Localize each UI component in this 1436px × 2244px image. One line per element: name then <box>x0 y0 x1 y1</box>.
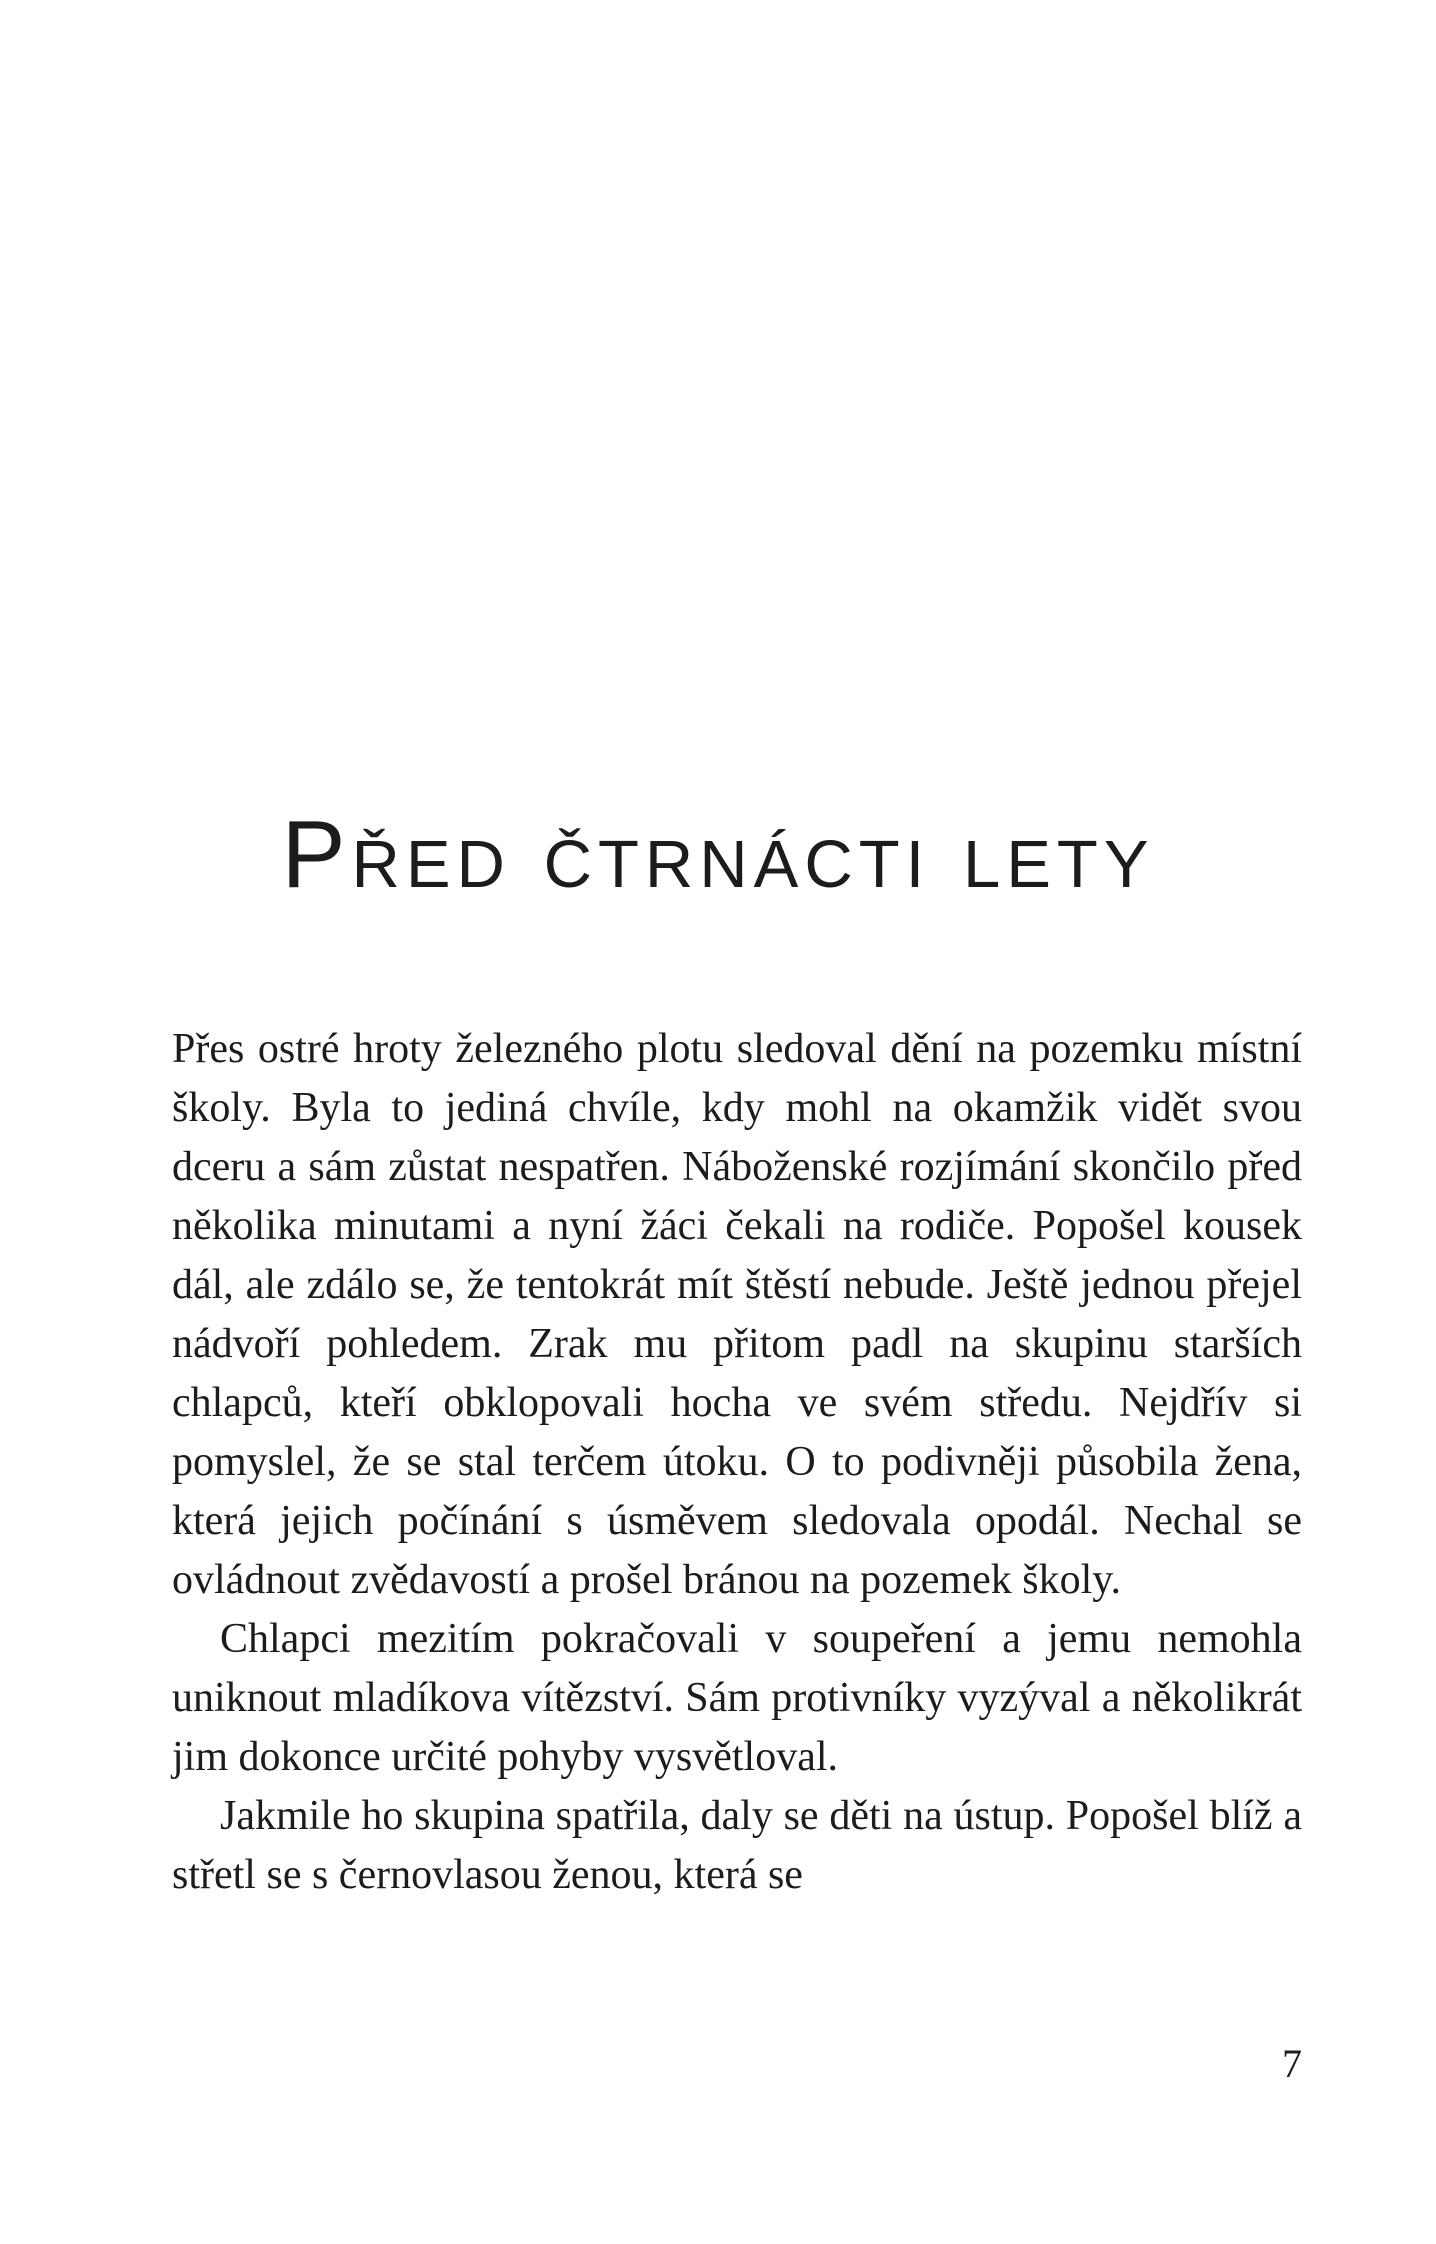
page-number: 7 <box>1282 2041 1302 2086</box>
body-text <box>172 1020 1302 1905</box>
paragraph: Jakmile ho skupina spatřila, daly se děti na ústup. Popošel blíž a střetl se s černovlasou ženou, která se <box>172 1793 1302 1898</box>
paragraph: Chlapci mezitím pokračovali v soupeření a jemu nemohla uniknout mladíkova vítězství. Sám protivníky vyzýval a několikrát jim dokonce určité pohyby vysvětloval. <box>172 1616 1302 1780</box>
paragraph: Přes ostré hroty železného plotu sledoval dění na pozemku místní školy. Byla to jediná chvíle, kdy mohl na okamžik vidět svou dceru a sám zůstat nespatřen. Náboženské rozjímání skončilo před několika minutami a nyní žáci čekali na rodiče. Popošel kousek dál, ale zdálo se, že tentokrát mít štěstí nebude. Ještě jednou přejel nádvoří pohledem. Zrak mu přitom padl na skupinu starších chlapců, kteří obklopovali hocha ve svém středu. Nejdřív si pomyslel, že se stal terčem útoku. O to podivněji působila žena, která jejich počínání s úsměvem sledovala opodál. Nechal se ovládnout zvědavostí a prošel bránou na pozemek školy. <box>172 1026 1302 1603</box>
chapter-title: Před čtrnácti lety <box>281 801 1155 908</box>
